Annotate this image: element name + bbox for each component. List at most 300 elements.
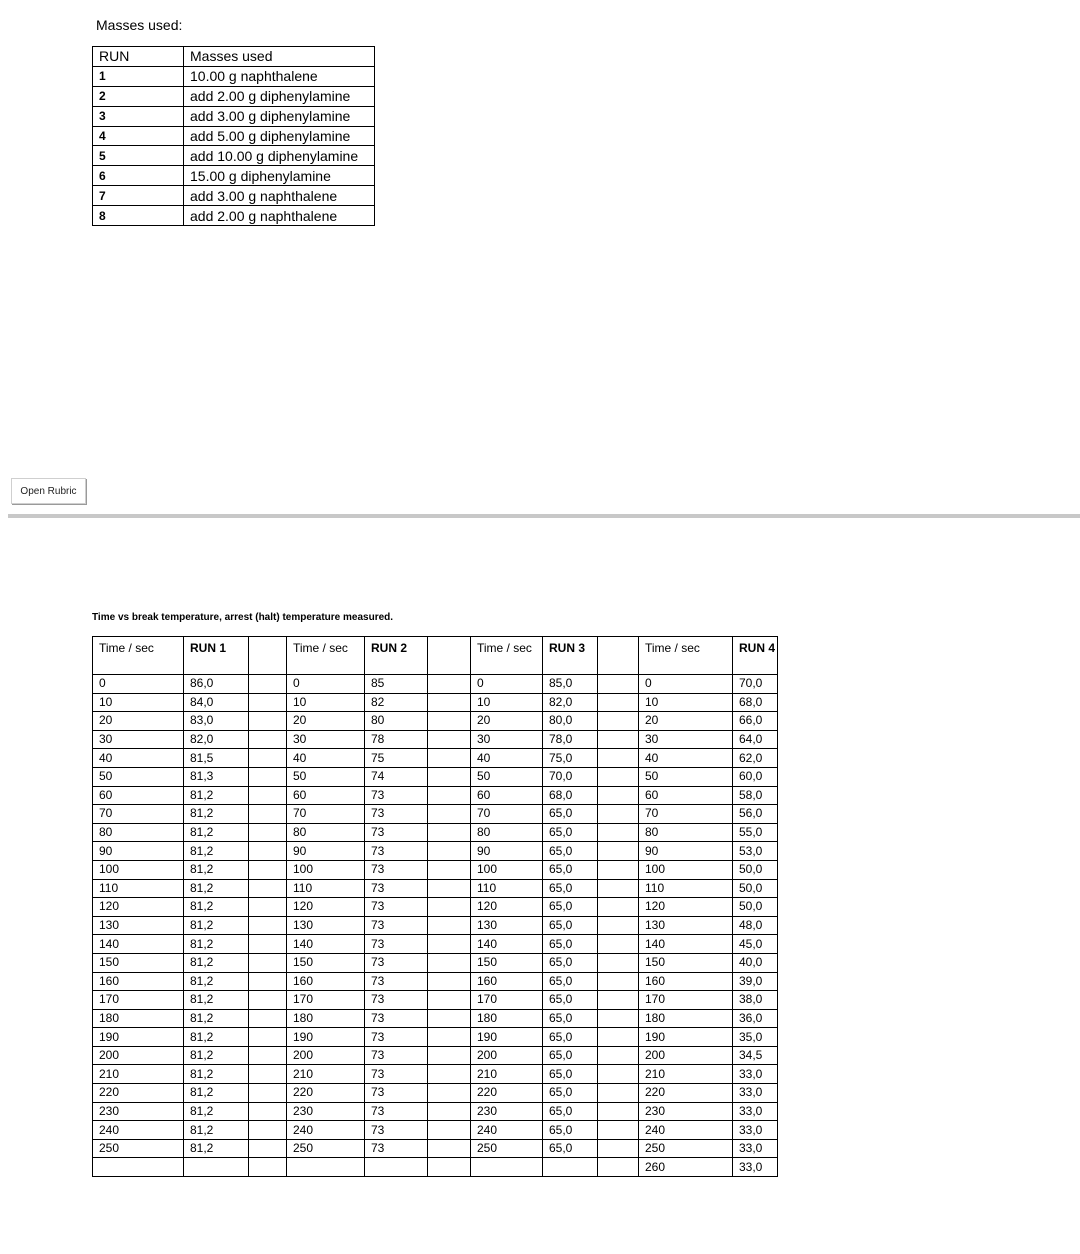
- data-row: [93, 1065, 778, 1084]
- spacer-cell: [249, 693, 287, 712]
- temperature-cell: 65,0: [543, 972, 598, 991]
- spacer-cell: [249, 1121, 287, 1140]
- temperature-cell: 73: [365, 1046, 428, 1065]
- temperature-cell: 73: [365, 805, 428, 824]
- data-header-cell: Time / sec: [287, 637, 365, 675]
- data-row: [93, 860, 778, 879]
- spacer-cell: [428, 693, 471, 712]
- masses-run-cell: 5: [93, 146, 184, 166]
- spacer-cell: [249, 823, 287, 842]
- spacer-cell: [428, 786, 471, 805]
- time-cell: 30: [93, 730, 184, 749]
- data-header-cell: Time / sec: [471, 637, 543, 675]
- data-row: [93, 842, 778, 861]
- spacer-cell: [249, 1028, 287, 1047]
- time-cell: 210: [287, 1065, 365, 1084]
- masses-header-run: RUN: [93, 47, 184, 67]
- temperature-cell: 65,0: [543, 823, 598, 842]
- time-cell: 20: [639, 712, 733, 731]
- time-cell: 200: [93, 1046, 184, 1065]
- time-cell: 60: [471, 786, 543, 805]
- data-table-caption: Time vs break temperature, arrest (halt) temperature measured.: [92, 612, 394, 623]
- time-cell: 150: [639, 953, 733, 972]
- time-cell: 200: [639, 1046, 733, 1065]
- temperature-cell: 65,0: [543, 1009, 598, 1028]
- time-cell: 80: [93, 823, 184, 842]
- time-cell: 90: [471, 842, 543, 861]
- temperature-cell: 73: [365, 786, 428, 805]
- masses-value-cell: add 5.00 g diphenylamine: [184, 126, 375, 146]
- data-row: [93, 879, 778, 898]
- temperature-cell: 66,0: [733, 712, 778, 731]
- spacer-cell: [249, 1046, 287, 1065]
- temperature-cell: 55,0: [733, 823, 778, 842]
- data-row: [93, 898, 778, 917]
- temperature-cell: 73: [365, 991, 428, 1010]
- temperature-cell: 56,0: [733, 805, 778, 824]
- time-cell: 30: [287, 730, 365, 749]
- spacer-cell: [428, 1102, 471, 1121]
- temperature-cell: 83,0: [184, 712, 249, 731]
- spacer-cell: [598, 1065, 639, 1084]
- spacer-cell: [598, 953, 639, 972]
- temperature-cell: 40,0: [733, 953, 778, 972]
- time-cell: 20: [93, 712, 184, 731]
- spacer-cell: [428, 1158, 471, 1177]
- data-row: [93, 675, 778, 694]
- temperature-cell: 78,0: [543, 730, 598, 749]
- data-spacer-cell: [249, 637, 287, 675]
- data-row: [93, 712, 778, 731]
- time-cell: 140: [639, 935, 733, 954]
- temperature-cell: 78: [365, 730, 428, 749]
- spacer-cell: [428, 953, 471, 972]
- temperature-cell: 68,0: [733, 693, 778, 712]
- temperature-cell: 81,2: [184, 1084, 249, 1103]
- spacer-cell: [249, 991, 287, 1010]
- masses-table: [92, 46, 375, 226]
- temperature-cell: 81,2: [184, 972, 249, 991]
- time-cell: 0: [471, 675, 543, 694]
- time-cell: 220: [287, 1084, 365, 1103]
- time-cell: 50: [639, 767, 733, 786]
- temperature-cell: 73: [365, 935, 428, 954]
- time-cell: 170: [471, 991, 543, 1010]
- data-row: [93, 1009, 778, 1028]
- time-cell: 40: [471, 749, 543, 768]
- spacer-cell: [249, 953, 287, 972]
- time-cell: 50: [471, 767, 543, 786]
- temperature-cell: 81,2: [184, 1139, 249, 1158]
- time-cell: 230: [639, 1102, 733, 1121]
- temperature-cell: 33,0: [733, 1102, 778, 1121]
- temperature-cell: 73: [365, 1121, 428, 1140]
- spacer-cell: [249, 675, 287, 694]
- masses-run-cell: 4: [93, 126, 184, 146]
- data-row: [93, 693, 778, 712]
- time-cell: 220: [93, 1084, 184, 1103]
- time-cell: 20: [471, 712, 543, 731]
- temperature-cell: 81,2: [184, 786, 249, 805]
- time-cell: 200: [287, 1046, 365, 1065]
- spacer-cell: [249, 1084, 287, 1103]
- spacer-cell: [249, 1139, 287, 1158]
- spacer-cell: [428, 1046, 471, 1065]
- spacer-cell: [428, 842, 471, 861]
- time-cell: 190: [639, 1028, 733, 1047]
- temperature-cell: 39,0: [733, 972, 778, 991]
- temperature-cell: 81,2: [184, 935, 249, 954]
- spacer-cell: [249, 1065, 287, 1084]
- time-cell: 40: [639, 749, 733, 768]
- masses-value-cell: add 10.00 g diphenylamine: [184, 146, 375, 166]
- time-cell: 70: [287, 805, 365, 824]
- spacer-cell: [428, 730, 471, 749]
- masses-row: [93, 186, 375, 206]
- time-cell: 60: [93, 786, 184, 805]
- temperature-cell: 73: [365, 916, 428, 935]
- temperature-cell: 81,5: [184, 749, 249, 768]
- temperature-cell: 81,2: [184, 823, 249, 842]
- masses-heading: Masses used:: [96, 17, 183, 33]
- temperature-cell: 33,0: [733, 1158, 778, 1177]
- data-header-cell: Time / sec: [639, 637, 733, 675]
- masses-run-cell: 1: [93, 66, 184, 86]
- temperature-cell: [365, 1158, 428, 1177]
- masses-row: [93, 66, 375, 86]
- spacer-cell: [428, 1065, 471, 1084]
- data-header-cell: RUN 3: [543, 637, 598, 675]
- time-cell: 110: [287, 879, 365, 898]
- masses-row: [93, 146, 375, 166]
- masses-run-cell: 8: [93, 206, 184, 226]
- data-row: [93, 972, 778, 991]
- time-cell: 110: [93, 879, 184, 898]
- open-rubric-button[interactable]: Open Rubric: [11, 478, 86, 504]
- time-cell: 130: [471, 916, 543, 935]
- spacer-cell: [598, 935, 639, 954]
- spacer-cell: [598, 1102, 639, 1121]
- time-cell: 130: [93, 916, 184, 935]
- time-cell: 30: [471, 730, 543, 749]
- spacer-cell: [249, 916, 287, 935]
- temperature-cell: 33,0: [733, 1084, 778, 1103]
- temperature-cell: 50,0: [733, 860, 778, 879]
- masses-value-cell: add 2.00 g naphthalene: [184, 206, 375, 226]
- masses-value-cell: add 3.00 g diphenylamine: [184, 106, 375, 126]
- data-row: [93, 805, 778, 824]
- spacer-cell: [428, 1009, 471, 1028]
- time-cell: 20: [287, 712, 365, 731]
- time-cell: 150: [93, 953, 184, 972]
- data-spacer-cell: [428, 637, 471, 675]
- temperature-cell: 75,0: [543, 749, 598, 768]
- spacer-cell: [598, 1028, 639, 1047]
- spacer-cell: [598, 1121, 639, 1140]
- time-cell: 160: [93, 972, 184, 991]
- masses-row: [93, 106, 375, 126]
- time-cell: 260: [639, 1158, 733, 1177]
- time-cell: 0: [639, 675, 733, 694]
- time-cell: 50: [287, 767, 365, 786]
- spacer-cell: [428, 916, 471, 935]
- spacer-cell: [428, 767, 471, 786]
- spacer-cell: [428, 860, 471, 879]
- time-cell: 70: [93, 805, 184, 824]
- data-row: [93, 916, 778, 935]
- masses-header-row: [93, 47, 375, 67]
- time-cell: 160: [471, 972, 543, 991]
- temperature-cell: 64,0: [733, 730, 778, 749]
- temperature-cell: 65,0: [543, 1102, 598, 1121]
- data-row: [93, 823, 778, 842]
- temperature-cell: 70,0: [543, 767, 598, 786]
- masses-body: [93, 66, 375, 225]
- temperature-cell: 73: [365, 1084, 428, 1103]
- temperature-cell: 33,0: [733, 1121, 778, 1140]
- spacer-cell: [598, 730, 639, 749]
- time-cell: 120: [471, 898, 543, 917]
- data-row: [93, 953, 778, 972]
- temperature-cell: 65,0: [543, 879, 598, 898]
- spacer-cell: [598, 898, 639, 917]
- temperature-cell: 81,2: [184, 898, 249, 917]
- temperature-cell: 65,0: [543, 1084, 598, 1103]
- temperature-data-table: [92, 636, 778, 1177]
- temperature-cell: 34,5: [733, 1046, 778, 1065]
- time-cell: 160: [639, 972, 733, 991]
- time-cell: 250: [93, 1139, 184, 1158]
- temperature-cell: 80: [365, 712, 428, 731]
- spacer-cell: [249, 860, 287, 879]
- temperature-cell: 82,0: [184, 730, 249, 749]
- spacer-cell: [598, 805, 639, 824]
- data-row: [93, 1084, 778, 1103]
- time-cell: 240: [639, 1121, 733, 1140]
- masses-row: [93, 126, 375, 146]
- data-row: [93, 1121, 778, 1140]
- time-cell: 30: [639, 730, 733, 749]
- masses-run-cell: 2: [93, 86, 184, 106]
- temperature-cell: 82: [365, 693, 428, 712]
- spacer-cell: [249, 767, 287, 786]
- temperature-cell: 58,0: [733, 786, 778, 805]
- time-cell: 110: [639, 879, 733, 898]
- time-cell: 80: [639, 823, 733, 842]
- spacer-cell: [428, 879, 471, 898]
- spacer-cell: [249, 842, 287, 861]
- time-cell: [93, 1158, 184, 1177]
- temperature-cell: 81,2: [184, 1009, 249, 1028]
- time-cell: 230: [471, 1102, 543, 1121]
- section-divider: [8, 514, 1080, 518]
- time-cell: 210: [639, 1065, 733, 1084]
- temperature-cell: 81,2: [184, 1102, 249, 1121]
- spacer-cell: [249, 805, 287, 824]
- time-cell: 0: [287, 675, 365, 694]
- masses-value-cell: 10.00 g naphthalene: [184, 66, 375, 86]
- spacer-cell: [428, 823, 471, 842]
- spacer-cell: [598, 749, 639, 768]
- temperature-cell: 73: [365, 823, 428, 842]
- spacer-cell: [249, 1158, 287, 1177]
- temperature-cell: 75: [365, 749, 428, 768]
- spacer-cell: [598, 879, 639, 898]
- time-cell: 10: [471, 693, 543, 712]
- data-spacer-cell: [598, 637, 639, 675]
- temperature-cell: 73: [365, 860, 428, 879]
- temperature-cell: 80,0: [543, 712, 598, 731]
- temperature-cell: 81,2: [184, 1028, 249, 1047]
- data-header-cell: RUN 4: [733, 637, 778, 675]
- masses-header-masses: Masses used: [184, 47, 375, 67]
- data-header-cell: RUN 2: [365, 637, 428, 675]
- temperature-cell: 48,0: [733, 916, 778, 935]
- temperature-cell: 65,0: [543, 1139, 598, 1158]
- time-cell: 240: [93, 1121, 184, 1140]
- temperature-cell: 81,2: [184, 879, 249, 898]
- spacer-cell: [428, 1084, 471, 1103]
- spacer-cell: [428, 712, 471, 731]
- spacer-cell: [598, 842, 639, 861]
- temperature-cell: 65,0: [543, 1028, 598, 1047]
- temperature-cell: 81,2: [184, 1065, 249, 1084]
- spacer-cell: [249, 749, 287, 768]
- temperature-cell: 65,0: [543, 1121, 598, 1140]
- masses-run-cell: 7: [93, 186, 184, 206]
- spacer-cell: [598, 916, 639, 935]
- data-row: [93, 1139, 778, 1158]
- spacer-cell: [249, 786, 287, 805]
- time-cell: 240: [471, 1121, 543, 1140]
- spacer-cell: [598, 786, 639, 805]
- temperature-cell: 36,0: [733, 1009, 778, 1028]
- time-cell: 180: [93, 1009, 184, 1028]
- time-cell: 190: [93, 1028, 184, 1047]
- time-cell: 70: [471, 805, 543, 824]
- spacer-cell: [428, 972, 471, 991]
- data-header-row: [93, 637, 778, 675]
- temperature-cell: 84,0: [184, 693, 249, 712]
- time-cell: 240: [287, 1121, 365, 1140]
- time-cell: 110: [471, 879, 543, 898]
- time-cell: 120: [639, 898, 733, 917]
- spacer-cell: [428, 898, 471, 917]
- temperature-cell: 73: [365, 1065, 428, 1084]
- time-cell: 140: [93, 935, 184, 954]
- data-row: [93, 786, 778, 805]
- time-cell: 100: [471, 860, 543, 879]
- time-cell: 90: [287, 842, 365, 861]
- time-cell: 150: [471, 953, 543, 972]
- time-cell: 170: [93, 991, 184, 1010]
- temperature-cell: 68,0: [543, 786, 598, 805]
- spacer-cell: [249, 1102, 287, 1121]
- time-cell: 210: [93, 1065, 184, 1084]
- masses-value-cell: add 3.00 g naphthalene: [184, 186, 375, 206]
- temperature-cell: 65,0: [543, 953, 598, 972]
- spacer-cell: [598, 767, 639, 786]
- spacer-cell: [249, 712, 287, 731]
- time-cell: 10: [287, 693, 365, 712]
- temperature-cell: 81,2: [184, 860, 249, 879]
- temperature-cell: 73: [365, 879, 428, 898]
- temperature-cell: 38,0: [733, 991, 778, 1010]
- time-cell: 60: [287, 786, 365, 805]
- spacer-cell: [249, 730, 287, 749]
- temperature-cell: 81,3: [184, 767, 249, 786]
- spacer-cell: [598, 860, 639, 879]
- spacer-cell: [249, 972, 287, 991]
- time-cell: 220: [471, 1084, 543, 1103]
- time-cell: 10: [639, 693, 733, 712]
- data-row: [93, 991, 778, 1010]
- spacer-cell: [598, 1009, 639, 1028]
- data-row: [93, 1046, 778, 1065]
- temperature-cell: 85,0: [543, 675, 598, 694]
- time-cell: 140: [471, 935, 543, 954]
- masses-row: [93, 206, 375, 226]
- data-row: [93, 1028, 778, 1047]
- data-row: [93, 1102, 778, 1121]
- time-cell: 230: [93, 1102, 184, 1121]
- spacer-cell: [598, 693, 639, 712]
- spacer-cell: [428, 675, 471, 694]
- temperature-cell: 73: [365, 1009, 428, 1028]
- time-cell: [287, 1158, 365, 1177]
- data-header-cell: RUN 1: [184, 637, 249, 675]
- temperature-cell: 62,0: [733, 749, 778, 768]
- time-cell: 140: [287, 935, 365, 954]
- spacer-cell: [249, 1009, 287, 1028]
- temperature-cell: 65,0: [543, 935, 598, 954]
- time-cell: 250: [471, 1139, 543, 1158]
- temperature-cell: 82,0: [543, 693, 598, 712]
- temperature-cell: 35,0: [733, 1028, 778, 1047]
- temperature-data-body: [93, 637, 778, 1177]
- temperature-cell: 81,2: [184, 1046, 249, 1065]
- data-row: [93, 749, 778, 768]
- masses-row: [93, 166, 375, 186]
- temperature-cell: 50,0: [733, 879, 778, 898]
- temperature-cell: 73: [365, 898, 428, 917]
- data-row: [93, 730, 778, 749]
- temperature-cell: 53,0: [733, 842, 778, 861]
- temperature-cell: 74: [365, 767, 428, 786]
- time-cell: 80: [287, 823, 365, 842]
- masses-value-cell: 15.00 g diphenylamine: [184, 166, 375, 186]
- time-cell: 50: [93, 767, 184, 786]
- temperature-cell: 81,2: [184, 842, 249, 861]
- time-cell: 180: [287, 1009, 365, 1028]
- time-cell: 230: [287, 1102, 365, 1121]
- spacer-cell: [428, 1121, 471, 1140]
- time-cell: 250: [287, 1139, 365, 1158]
- time-cell: 210: [471, 1065, 543, 1084]
- spacer-cell: [428, 749, 471, 768]
- time-cell: 40: [93, 749, 184, 768]
- temperature-cell: 73: [365, 953, 428, 972]
- time-cell: 250: [639, 1139, 733, 1158]
- time-cell: 70: [639, 805, 733, 824]
- spacer-cell: [598, 712, 639, 731]
- temperature-cell: [543, 1158, 598, 1177]
- spacer-cell: [428, 805, 471, 824]
- time-cell: 160: [287, 972, 365, 991]
- temperature-cell: 33,0: [733, 1139, 778, 1158]
- data-row: [93, 1158, 778, 1177]
- time-cell: 100: [287, 860, 365, 879]
